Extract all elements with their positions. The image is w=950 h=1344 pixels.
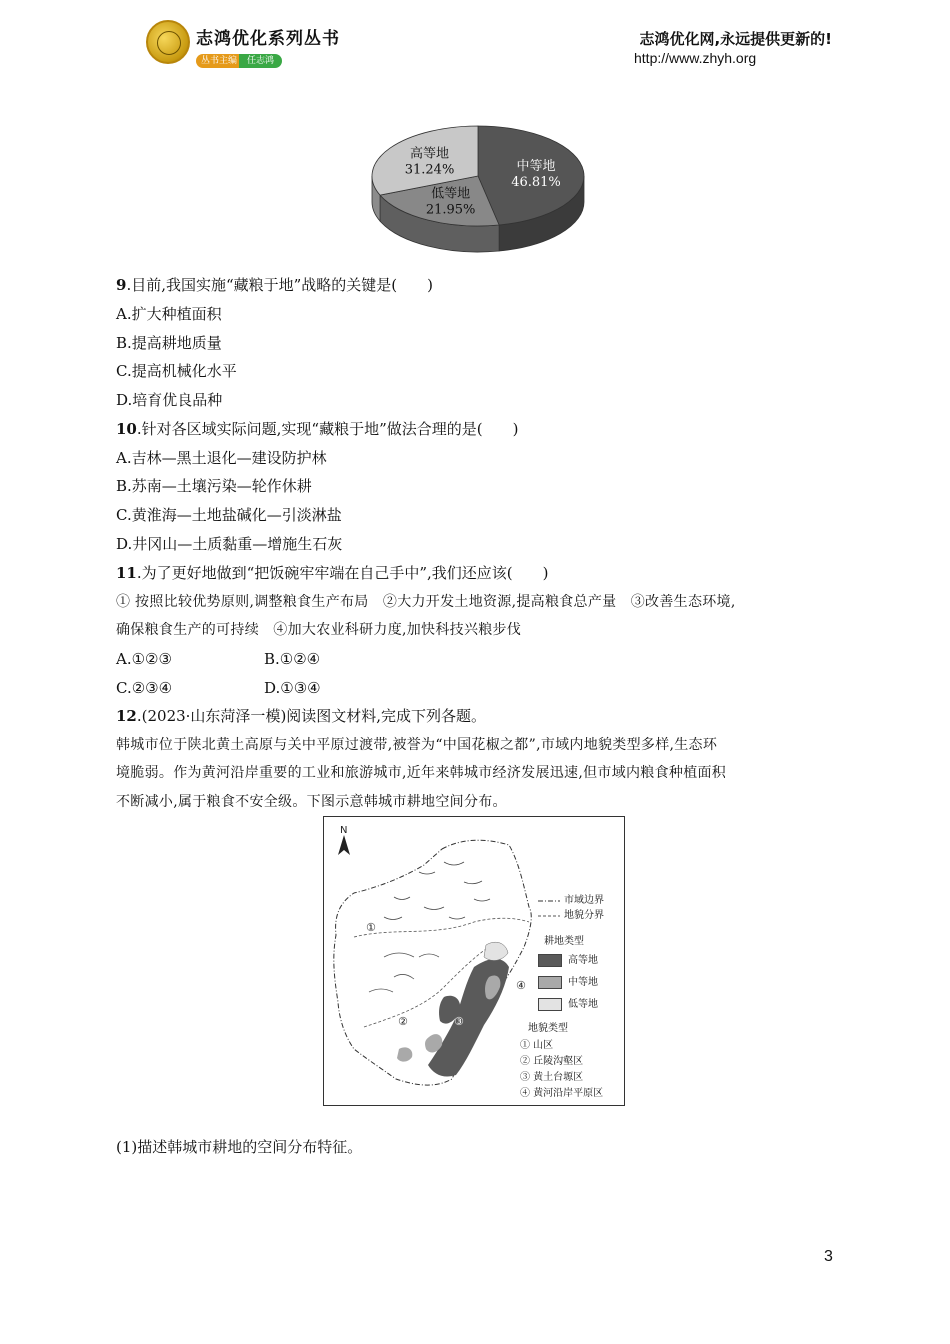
pie-slice-value-1: 21.95% [425, 202, 476, 218]
site-slogan: 志鸿优化网,永远提供更新的! [639, 30, 832, 48]
q11-option-d: D.①③④ [264, 679, 321, 697]
pie-svg [360, 118, 600, 263]
q9-stem-text: .目前,我国实施“藏粮于地”战略的关键是( ) [126, 276, 434, 294]
hancheng-farmland-map [323, 816, 625, 1106]
q11-statements-line1: ① 按照比较优势原则,调整粮食生产布局 ②大力开发土地资源,提高粮食总产量 ③改善生态环境, [116, 594, 736, 610]
legend-landform-4: ④ 黄河沿岸平原区 [520, 1088, 604, 1099]
q12-material-line3: 不断减小,属于粮食不安全级。下图示意韩城市耕地空间分布。 [116, 794, 507, 810]
legend-landform-boundary: 地貌分界 [564, 910, 604, 921]
q12-number: 12 [116, 707, 137, 725]
q12-sub1: (1)描述韩城市耕地的空间分布特征。 [116, 1138, 363, 1156]
series-editor-label: 丛书主编 [196, 54, 242, 68]
legend-city-boundary: 市域边界 [564, 895, 604, 906]
q9-stem [116, 275, 433, 295]
q11-number: 11 [116, 564, 137, 582]
q9-option-b: B.提高耕地质量 [116, 334, 222, 352]
q11-stem [116, 563, 548, 583]
site-url[interactable]: http://www.zhyh.org [634, 50, 757, 66]
q11-option-b: B.①②④ [264, 650, 321, 668]
north-arrow-icon [338, 835, 350, 855]
legend-farmland-low: 低等地 [538, 998, 598, 1011]
pie-slice-label-0: 中等地 [516, 159, 556, 175]
legend-landform-title: 地貌类型 [528, 1023, 568, 1034]
q10-option-b: B.苏南—土壤污染—轮作休耕 [116, 477, 312, 495]
q11-statements-line2: 确保粮食生产的可持续 ④加大农业科研力度,加快科技兴粮步伐 [116, 622, 522, 638]
q9-number: 9 [116, 276, 127, 294]
farmland-pie-chart [360, 118, 600, 263]
series-editor-badge [196, 48, 282, 66]
q11-option-a: A.①②③ [116, 650, 172, 668]
q10-stem [116, 419, 518, 439]
north-label: N [340, 825, 348, 836]
region-marker-4: ④ [516, 979, 526, 992]
page-number: 3 [824, 1248, 833, 1265]
pie-slice-value-2: 31.24% [404, 162, 455, 178]
legend-farmland-high: 高等地 [538, 954, 598, 967]
q9-option-a: A.扩大种植面积 [116, 305, 222, 323]
q9-option-d: D.培育优良品种 [116, 391, 223, 409]
q9-option-c: C.提高机械化水平 [116, 362, 237, 380]
legend-landform-1: ① 山区 [520, 1040, 554, 1051]
swatch-high [538, 954, 562, 967]
pie-slice-value-0: 46.81% [511, 175, 561, 191]
legend-landform-2: ② 丘陵沟壑区 [520, 1056, 584, 1067]
pie-slice-label-1: 低等地 [431, 186, 471, 202]
swatch-low [538, 998, 562, 1011]
q10-stem-text: .针对各区域实际问题,实现“藏粮于地”做法合理的是( ) [136, 420, 519, 438]
q12-stem-text: .(2023·山东菏泽一模)阅读图文材料,完成下列各题。 [136, 707, 487, 725]
q11-stem-text: .为了更好地做到“把饭碗牢牢端在自己手中”,我们还应该( ) [136, 564, 549, 582]
legend-farmland-medium: 中等地 [538, 976, 598, 989]
swatch-medium [538, 976, 562, 989]
q10-number: 10 [116, 420, 137, 438]
legend-landform-3: ③ 黄土台塬区 [520, 1072, 584, 1083]
q10-option-d: D.井冈山—土质黏重—增施生石灰 [116, 535, 343, 553]
q10-option-a: A.吉林—黑土退化—建设防护林 [116, 449, 327, 467]
q10-option-c: C.黄淮海—土地盐碱化—引淡淋盐 [116, 506, 342, 524]
region-marker-3: ③ [454, 1015, 464, 1028]
q11-option-c: C.②③④ [116, 679, 173, 697]
q12-stem [116, 706, 486, 726]
legend-farmland-title: 耕地类型 [544, 936, 584, 947]
series-editor-name: 任志鸿 [239, 54, 282, 68]
q12-material-line1: 韩城市位于陕北黄土高原与关中平原过渡带,被誉为“中国花椒之都”,市域内地貌类型多样,生态环 [116, 737, 718, 753]
pie-slice-label-2: 高等地 [410, 146, 450, 162]
series-title: 志鸿优化系列丛书 [196, 29, 340, 49]
region-marker-2: ② [398, 1015, 408, 1028]
q12-material-line2: 境脆弱。作为黄河沿岸重要的工业和旅游城市,近年来韩城市经济发展迅速,但市域内粮食种植面积 [116, 765, 727, 781]
region-marker-1: ① [366, 921, 376, 934]
series-logo-icon [146, 20, 190, 64]
page-header [0, 0, 950, 90]
